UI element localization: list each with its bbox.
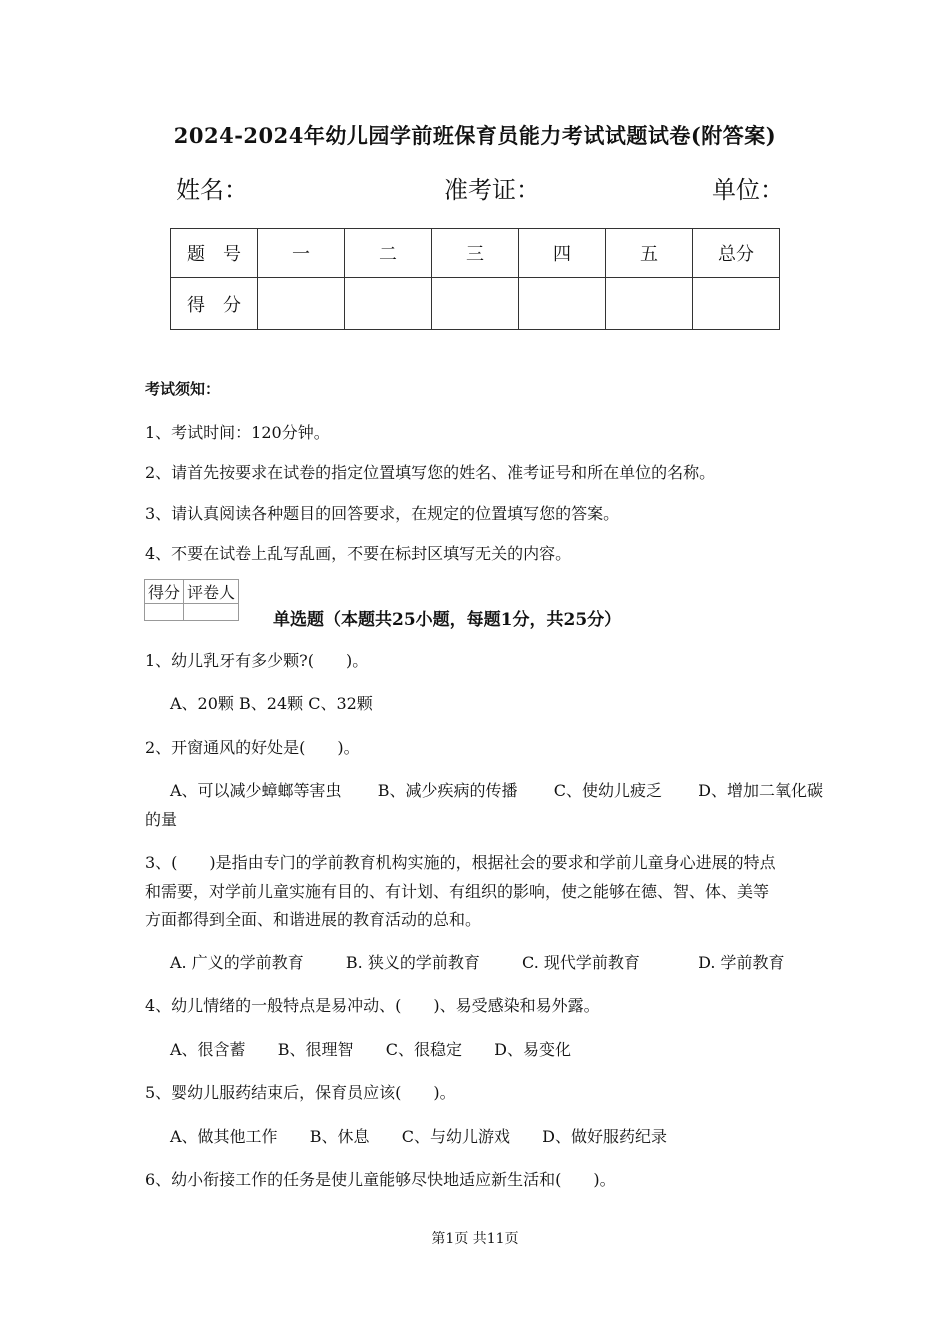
score-header-2: 二	[345, 229, 432, 278]
question-4-option-a[interactable]: A、很含蓄	[170, 1040, 246, 1059]
name-label: 姓名：	[176, 176, 248, 204]
notice-heading: 考试须知：	[145, 380, 221, 398]
grader-box	[144, 579, 239, 621]
score-cell-2[interactable]	[345, 278, 432, 330]
question-3-options	[170, 950, 785, 973]
question-4-stem: 4、幼儿情绪的一般特点是易冲动、( )、易受感染和易外露。	[145, 996, 600, 1015]
question-3-line-3: 方面都得到全面、和谐进展的教育活动的总和。	[145, 910, 482, 929]
score-header-label: 题 号	[171, 229, 258, 278]
score-header-3: 三	[432, 229, 519, 278]
grader-reviewer-label: 评卷人	[184, 580, 239, 604]
question-5-option-b[interactable]: B、休息	[309, 1127, 370, 1146]
score-row-label: 得 分	[171, 278, 258, 330]
grader-reviewer-cell[interactable]	[184, 604, 239, 621]
question-4-option-b[interactable]: B、很理智	[277, 1040, 354, 1059]
page-title: 2024-2024年幼儿园学前班保育员能力考试试题试卷(附答案)	[173, 123, 777, 148]
question-3-option-d[interactable]: D. 学前教育	[698, 953, 785, 972]
question-3-line-1: 3、( )是指由专门的学前教育机构实施的，根据社会的要求和学前儿童身心进展的特点	[145, 853, 776, 872]
score-cell-total[interactable]	[693, 278, 780, 330]
score-cell-3[interactable]	[432, 278, 519, 330]
notice-item-4: 4、不要在试卷上乱写乱画，不要在标封区填写无关的内容。	[145, 544, 572, 563]
question-5-option-a[interactable]: A、做其他工作	[170, 1127, 278, 1146]
grader-score-label: 得分	[145, 580, 184, 604]
question-4-options	[170, 1037, 571, 1060]
question-2-option-d-cont: 的量	[145, 810, 178, 829]
question-5-stem: 5、婴幼儿服药结束后，保育员应该( )。	[145, 1083, 456, 1102]
score-table	[170, 228, 780, 330]
grader-score-cell[interactable]	[145, 604, 184, 621]
question-4-option-c[interactable]: C、很稳定	[385, 1040, 462, 1059]
score-cell-5[interactable]	[606, 278, 693, 330]
question-2-option-c[interactable]: C、使幼儿疲乏	[553, 781, 662, 800]
ticket-number-label: 准考证：	[444, 176, 540, 204]
notice-item-3: 3、请认真阅读各种题目的回答要求，在规定的位置填写您的答案。	[145, 504, 620, 523]
question-4-option-d[interactable]: D、易变化	[494, 1040, 571, 1059]
question-3-option-c[interactable]: C. 现代学前教育	[522, 953, 640, 972]
question-2-stem: 2、开窗通风的好处是( )。	[145, 738, 360, 757]
unit-label: 单位：	[712, 176, 784, 204]
question-2-options	[170, 778, 823, 801]
question-1-options: A、20颗 B、24颗 C、32颗	[170, 694, 373, 713]
notice-item-2: 2、请首先按要求在试卷的指定位置填写您的姓名、准考证号和所在单位的名称。	[145, 463, 716, 482]
question-3-option-b[interactable]: B. 狭义的学前教育	[345, 953, 480, 972]
score-header-1: 一	[258, 229, 345, 278]
question-6-stem: 6、幼小衔接工作的任务是使儿童能够尽快地适应新生活和( )。	[145, 1170, 616, 1189]
question-3-option-a[interactable]: A. 广义的学前教育	[170, 953, 304, 972]
notice-item-1: 1、考试时间：120分钟。	[145, 423, 330, 442]
score-cell-4[interactable]	[519, 278, 606, 330]
question-5-option-d[interactable]: D、做好服药纪录	[542, 1127, 667, 1146]
question-5-options	[170, 1124, 667, 1147]
question-2-option-a[interactable]: A、可以减少蟑螂等害虫	[170, 781, 342, 800]
question-2-option-d[interactable]: D、增加二氧化碳	[698, 781, 823, 800]
section-heading: 单选题（本题共25小题，每题1分，共25分）	[273, 610, 622, 630]
question-1-stem: 1、幼儿乳牙有多少颗?( )。	[145, 651, 369, 670]
score-table-header-row	[171, 229, 780, 278]
question-5-option-c[interactable]: C、与幼儿游戏	[401, 1127, 510, 1146]
question-3-line-2: 和需要，对学前儿童实施有目的、有计划、有组织的影响，使之能够在德、智、体、美等	[145, 882, 770, 901]
score-table-score-row	[171, 278, 780, 330]
question-2-option-b[interactable]: B、减少疾病的传播	[377, 781, 518, 800]
score-header-4: 四	[519, 229, 606, 278]
score-header-5: 五	[606, 229, 693, 278]
score-header-total: 总分	[693, 229, 780, 278]
page-footer: 第1页 共11页	[431, 1231, 519, 1247]
score-cell-1[interactable]	[258, 278, 345, 330]
